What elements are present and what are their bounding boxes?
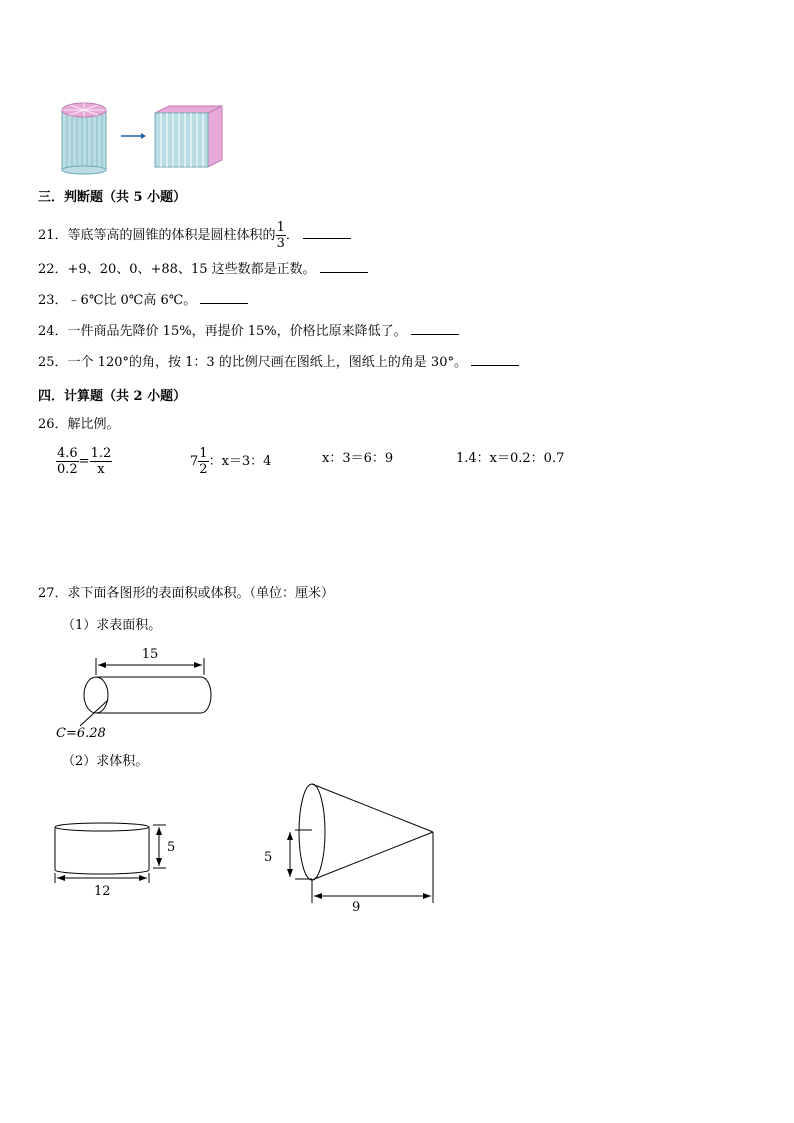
figure-cylinder-horizontal [50,640,230,745]
arrow-head-left [57,875,65,881]
fraction-denominator: x [97,462,105,477]
question-21-suffix: ． [285,228,299,243]
arrow-head-right [423,893,431,899]
section-3-title: 三．判断题（共 5 小题） [38,190,187,205]
fraction-denominator: 0.2 [57,462,78,477]
equation-2-rest: ：x＝3：4 [208,454,272,469]
answer-blank-24[interactable] [411,323,459,335]
question-21-text: 等底等高的圆锥的体积是圆柱体积的 [67,228,276,243]
question-23-text: ﹣6℃比 0℃高 6℃。 [67,293,197,308]
equation-2 [190,446,271,477]
arrow-head-left [98,662,106,668]
diameter-label: 12 [94,884,111,899]
arrow-head-right [194,662,202,668]
question-22-number: 22． [38,262,68,277]
fraction-denominator: 2 [199,462,208,477]
cylinder-top [55,823,149,831]
question-25-text: 一个 120°的角，按 1：3 的比例尺画在图纸上，图纸上的角是 30°。 [67,355,467,370]
answer-blank-23[interactable] [200,292,248,304]
question-22-text: +9、20、0、+88、15 这些数都是正数。 [67,262,316,277]
question-24-text: 一件商品先降价 15%，再提价 15%，价格比原来降低了。 [67,324,407,339]
cylinder-to-cuboid-illustration [55,98,235,176]
fraction-4.6-over-0.2 [56,446,79,477]
cylinder-end [84,677,108,713]
question-22 [38,261,368,278]
arrow-head-top [287,832,293,840]
diameter-label: 5 [264,850,273,865]
cone-base [299,784,325,880]
fraction-1.2-over-x [90,446,113,477]
arrow-head-top [156,827,162,835]
arrow-icon [121,133,146,139]
question-24 [38,323,459,340]
question-21 [38,220,351,251]
fraction-one-half [198,446,208,477]
fraction-numerator: 4.6 [57,446,78,461]
circumference-label: C=6.28 [56,726,106,741]
equals-sign: = [78,454,90,469]
cone-top-edge [312,784,433,832]
arrow-head-right [139,875,147,881]
arrow-head-left [314,893,322,899]
fraction-numerator: 1 [276,220,285,235]
part-2-label: （2）求体积。 [62,754,149,769]
part-1-label: （1）求表面积。 [62,618,162,633]
equation-3: x：3＝6：9 [322,451,394,466]
question-24-number: 24． [38,324,68,339]
fraction-numerator: 1 [199,446,208,461]
answer-blank-25[interactable] [471,354,519,366]
fraction-one-third [276,220,286,251]
arrow-head-bottom [156,858,162,866]
sliced-cylinder-figure [62,103,106,174]
equation-1 [56,446,112,477]
section-4-title: 四．计算题（共 2 小题） [38,389,187,404]
arrow-head-bottom [287,869,293,877]
fraction-numerator: 1.2 [90,446,112,461]
height-label: 9 [352,900,361,915]
cone-bottom-edge [312,832,433,880]
question-23 [38,292,248,309]
length-label: 15 [141,647,159,662]
question-25-number: 25． [38,355,68,370]
mixed-whole: 7 [190,454,199,469]
cylinder-bottom [55,870,149,874]
question-23-number: 23． [38,293,68,308]
answer-blank-22[interactable] [320,261,368,273]
question-25 [38,354,519,371]
question-27-label: 27．求下面各图形的表面积或体积。（单位：厘米） [38,586,335,601]
fraction-denominator: 3 [276,236,285,251]
figure-cone [255,775,445,915]
equation-4: 1.4：x＝0.2：0.7 [456,451,565,466]
cuboid-figure [155,106,222,167]
cylinder-body [96,677,211,713]
height-label: 5 [167,840,176,855]
answer-blank-21[interactable] [303,227,351,239]
figure-short-cylinder [48,815,188,900]
question-26-label: 26．解比例。 [38,417,120,432]
question-21-number: 21． [38,228,68,243]
